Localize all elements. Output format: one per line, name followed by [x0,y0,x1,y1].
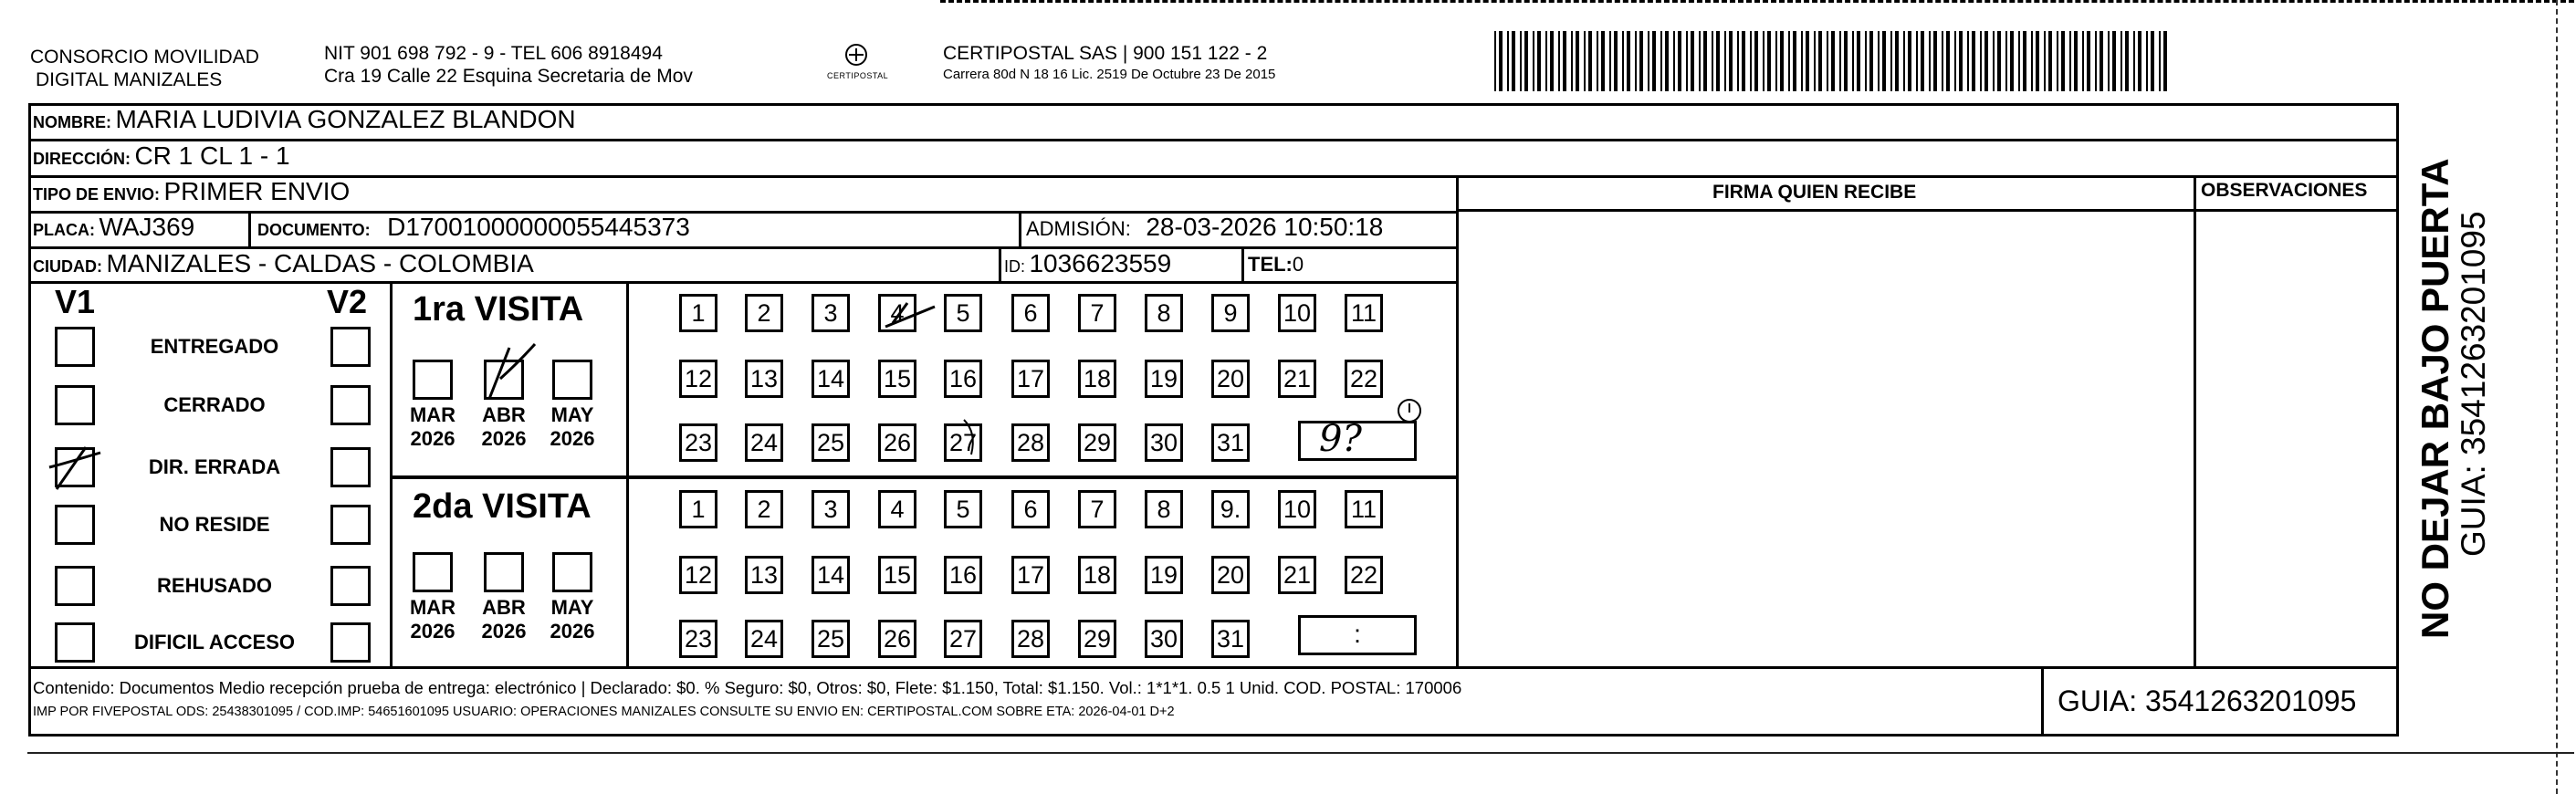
barcode-bar [1563,31,1566,91]
day-checkbox[interactable]: 16 [944,360,982,398]
month-label [475,596,533,643]
barcode-bar [1801,31,1803,91]
consortium-line2: DIGITAL MANIZALES [36,69,223,90]
barcode-bar [1524,31,1528,91]
visit-divider [390,475,1458,479]
barcode-bar [2074,31,2078,91]
section-divider [390,281,393,667]
barcode-bar [1507,31,1509,91]
month-checkbox[interactable] [484,552,524,592]
day-checkbox[interactable]: 7 [1078,294,1116,332]
courier-name: CERTIPOSTAL SAS | 900 151 122 - 2 [943,43,1268,64]
month-name: MAR [409,596,456,619]
observations-header: OBSERVACIONES [2201,180,2368,201]
day-checkbox[interactable]: 24 [745,423,783,462]
barcode-bar [1980,31,1982,91]
barcode-bar [1929,31,1931,91]
barcode-bar [1609,31,1611,91]
day-checkbox[interactable]: 20 [1211,360,1250,398]
imp-line: IMP POR FIVEPOSTAL ODS: 25438301095 / COD.IMP: 54651601095 USUARIO: OPERACIONES MANIZALES CONSULTE SU ENVIO EN: CERTIPOSTAL.COM SOBRE ETA: 2026-04-01 D+2 [33,705,1175,719]
barcode-bar [2023,31,2026,91]
column-divider [1456,175,1459,667]
column-divider [2194,175,2196,667]
barcode-bar [2108,31,2110,91]
visit1-title: 1ra VISITA [413,290,584,329]
day-checkbox[interactable]: 4 [878,294,916,332]
month-label [403,596,462,643]
month-label [475,403,533,451]
month-name: ABR [482,403,526,426]
barcode-bar [1703,31,1707,91]
day-checkbox[interactable]: 28 [1011,620,1050,658]
barcode-bar [1673,31,1675,91]
month-checkbox[interactable] [552,552,592,592]
barcode-bar [1678,31,1681,91]
barcode-bar [2133,31,2135,91]
day-checkbox[interactable]: 8 [1145,294,1183,332]
status-option-label: CERRADO [163,393,266,416]
barcode-bar [1716,31,1720,91]
barcode-bar [1729,31,1733,91]
barcode-bar [2036,31,2039,91]
barcode-bar [1545,31,1547,91]
status-v1-checkbox[interactable] [55,505,95,545]
content-line: Contenido: Documentos Medio recepción prueba de entrega: electrónico | Declarado: $0. % Seguro: $0, Otros: $0, Flete: $1.150, Total: $1.150. Vol.: 1*1*1. 0.5 1 Unid. COD. POSTAL: 170006 [33,678,1462,697]
visit2-time-box[interactable] [1298,615,1417,655]
barcode-bar [1908,31,1911,91]
day-checkbox[interactable]: 13 [745,556,783,594]
day-checkbox[interactable]: 12 [679,360,717,398]
day-checkbox[interactable]: 11 [1345,294,1383,332]
courier-info [943,42,1275,85]
admission-value: 28-03-2026 10:50:18 [1146,213,1384,241]
barcode-bar [2087,31,2090,91]
consortium-name [30,46,259,91]
tel-cell [1248,253,1304,277]
barcode-bar [1627,31,1630,91]
status-option-label: DIR. ERRADA [148,455,281,478]
status-option-label: ENTREGADO [150,335,279,358]
barcode-bar [1869,31,1873,91]
admission-label: ADMISIÓN: [1026,217,1131,240]
barcode-bar [2082,31,2084,91]
address-label: DIRECCIÓN: [33,150,131,168]
day-checkbox[interactable]: 14 [812,360,850,398]
day-checkbox[interactable]: 22 [1345,360,1383,398]
day-checkbox[interactable]: 18 [1078,556,1116,594]
month-year: 2026 [481,427,527,450]
day-checkbox[interactable]: 17 [1011,360,1050,398]
day-checkbox[interactable]: 3 [812,490,850,528]
barcode-bar [1972,31,1975,91]
barcode-bar [1831,31,1835,91]
barcode-bar [1635,31,1637,91]
status-v2-checkbox[interactable] [330,566,371,606]
barcode-bar [1780,31,1784,91]
month-label [543,596,602,643]
logo-text: CERTIPOSTAL [827,71,889,80]
plate-value: WAJ369 [99,213,195,241]
consortium-line1: CONSORCIO MOVILIDAD [30,47,259,68]
month-label [543,403,602,451]
barcode-bar [1537,31,1541,91]
tel-value: 0 [1292,253,1304,276]
day-checkbox[interactable]: 30 [1145,620,1183,658]
plate-label: PLACA: [33,221,95,239]
day-checkbox[interactable]: 19 [1145,360,1183,398]
status-option-label: REHUSADO [157,574,272,597]
status-v1-checkbox[interactable] [55,622,95,663]
month-year: 2026 [410,620,456,643]
barcode-bar [1827,31,1828,91]
month-year: 2026 [550,427,595,450]
barcode-bar [1839,31,1841,91]
barcode-bar [1652,31,1656,91]
barcode-bar [2125,31,2129,91]
city-label: CIUDAD: [33,257,102,276]
visit1-time-box[interactable] [1298,418,1417,461]
barcode-bar [1558,31,1560,91]
day-checkbox[interactable]: 15 [878,556,916,594]
cell-divider [999,246,1001,283]
address-row [33,141,290,171]
barcode-bar [2048,31,2052,91]
barcode-bar [1660,31,1662,91]
month-checkbox[interactable] [552,360,592,400]
barcode-bar [1686,31,1688,91]
barcode-bar [1967,31,1969,91]
logo-mark-icon [829,40,884,91]
certipostal-logo [827,40,889,95]
barcode-icon [1494,31,2172,91]
barcode-bar [1788,31,1790,91]
month-checkbox[interactable] [413,552,453,592]
visit1-time-mark-icon [1394,394,1425,427]
column-divider [2396,103,2399,737]
name-label: NOMBRE: [33,113,111,131]
barcode-bar [2151,31,2154,91]
barcode-bar [1533,31,1534,91]
row-divider [28,175,2399,178]
barcode-bar [2031,31,2033,91]
cut-line [940,0,2574,3]
barcode-bar [2010,31,2014,91]
barcode-bar [1601,31,1605,91]
month-name: MAY [550,403,594,426]
barcode-bar [1793,31,1796,91]
day-checkbox[interactable]: 9 [1211,294,1250,332]
status-option-label: NO RESIDE [159,513,270,536]
visit1-day4-mark-icon [880,296,953,332]
day-checkbox[interactable]: 28 [1011,423,1050,462]
barcode-bar [1724,31,1726,91]
cut-line [27,752,2574,754]
barcode-bar [1588,31,1592,91]
status-v2-checkbox[interactable] [330,447,371,487]
tel-label: TEL: [1248,253,1293,276]
day-checkbox[interactable]: 1 [679,490,717,528]
barcode-bar [1878,31,1880,91]
day-checkbox[interactable]: 18 [1078,360,1116,398]
issuer-address: Cra 19 Calle 22 Esquina Secretaria de Mov [324,66,693,87]
barcode-bar [1576,31,1579,91]
day-checkbox[interactable]: 7 [1078,490,1116,528]
barcode-bar [1882,31,1886,91]
barcode-bar [1895,31,1899,91]
barcode-bar [1946,31,1950,91]
barcode-bar [1852,31,1854,91]
barcode-bar [1614,31,1618,91]
status-v2-checkbox[interactable] [330,622,371,663]
month-name: ABR [482,596,526,619]
day-checkbox[interactable]: 2 [745,294,783,332]
day-checkbox[interactable]: 30 [1145,423,1183,462]
visit2-title: 2da VISITA [413,487,592,526]
barcode-bar [1754,31,1758,91]
city-cell [33,249,534,278]
document-value: D17001000000055445373 [387,213,690,241]
barcode-bar [2018,31,2020,91]
barcode-bar [2159,31,2161,91]
id-label: ID: [1004,257,1026,276]
barcode-bar [1699,31,1701,91]
v1-header: V1 [55,283,96,320]
status-v1-checkbox[interactable] [55,327,95,367]
day-checkbox[interactable]: 23 [679,620,717,658]
month-checkbox[interactable] [413,360,453,400]
day-checkbox[interactable]: 25 [812,423,850,462]
barcode-bar [1775,31,1777,91]
month-year: 2026 [410,427,456,450]
day-checkbox[interactable]: 21 [1278,556,1316,594]
day-checkbox[interactable]: 4 [878,490,916,528]
status-v1-checkbox[interactable] [55,385,95,425]
row-divider [28,139,2399,141]
month-year: 2026 [550,620,595,643]
barcode-bar [1916,31,1918,91]
barcode-bar [1571,31,1573,91]
day-checkbox[interactable]: 3 [812,294,850,332]
day-checkbox[interactable]: 24 [745,620,783,658]
barcode-bar [1622,31,1624,91]
barcode-bar [1550,31,1554,91]
barcode-bar [2057,31,2058,91]
month-year: 2026 [481,620,527,643]
barcode-bar [2163,31,2167,91]
day-checkbox[interactable]: 31 [1211,620,1250,658]
day-checkbox[interactable]: 15 [878,360,916,398]
barcode-bar [2005,31,2007,91]
barcode-bar [1890,31,1892,91]
day-checkbox[interactable]: 20 [1211,556,1250,594]
day-checkbox[interactable]: 26 [878,620,916,658]
barcode-bar [1933,31,1937,91]
day-checkbox[interactable]: 21 [1278,360,1316,398]
day-checkbox[interactable]: 23 [679,423,717,462]
day-checkbox[interactable]: 29 [1078,423,1116,462]
day-checkbox[interactable]: 8 [1145,490,1183,528]
barcode-bar [1584,31,1586,91]
day-checkbox[interactable]: 5 [944,294,982,332]
barcode-bar [1997,31,2001,91]
day-checkbox[interactable]: 9. [1211,490,1250,528]
v2-header: V2 [327,283,368,320]
courier-address: Carrera 80d N 18 16 Lic. 2519 De Octubre 23 De 2015 [943,67,1276,82]
day-checkbox[interactable]: 1 [679,294,717,332]
barcode-bar [2112,31,2116,91]
barcode-bar [1742,31,1745,91]
barcode-bar [2044,31,2046,91]
shipping-type-row [33,177,350,206]
visit1-abr-mark-icon [482,339,537,402]
barcode-bar [1903,31,1905,91]
barcode-bar [1737,31,1739,91]
barcode-bar [1665,31,1669,91]
admission-cell [1026,213,1383,242]
barcode-bar [2069,31,2071,91]
document-label: DOCUMENTO: [257,221,371,239]
status-v2-checkbox[interactable] [330,385,371,425]
id-value: 1036623559 [1029,249,1172,277]
barcode-bar [1814,31,1816,91]
status-option-label: DIFICIL ACCESO [133,631,295,653]
barcode-bar [1520,31,1522,91]
barcode-bar [1857,31,1860,91]
shipping-type: PRIMER ENVIO [163,177,351,205]
barcode-bar [1767,31,1771,91]
barcode-bar [1597,31,1598,91]
cell-divider [248,211,251,247]
cell-divider [2041,667,2044,737]
visit1-day27-mark-icon [958,414,986,460]
barcode-bar [1750,31,1752,91]
id-cell [1004,249,1171,278]
barcode-bar [2120,31,2122,91]
name-row [33,105,576,134]
signature-header: FIRMA QUIEN RECIBE [1712,182,1917,203]
barcode-bar [1818,31,1822,91]
visit1-time-handwritten: 9? [1319,418,1362,460]
day-checkbox[interactable]: 6 [1011,490,1050,528]
recipient-address: CR 1 CL 1 - 1 [134,141,290,170]
no-dejar-warning: NO DEJAR BAJO PUERTA [2414,158,2456,639]
status-v2-checkbox[interactable] [330,505,371,545]
day-checkbox[interactable]: 22 [1345,556,1383,594]
day-checkbox[interactable]: 31 [1211,423,1250,462]
barcode-bar [2100,31,2103,91]
day-checkbox[interactable]: 10 [1278,294,1316,332]
footer-guide: GUIA: 3541263201095 [2058,684,2357,717]
barcode-bar [1942,31,1943,91]
status-v2-checkbox[interactable] [330,327,371,367]
cut-line [2556,0,2558,794]
barcode-bar [2095,31,2097,91]
cell-divider [1019,211,1021,247]
barcode-bar [1639,31,1643,91]
visit2-time-separator: : [1354,620,1361,648]
dir-errada-v1-mark-icon [46,442,110,493]
barcode-bar [1921,31,1924,91]
document-cell [257,213,690,242]
barcode-bar [2061,31,2065,91]
row-divider [1458,209,2399,212]
barcode-bar [1844,31,1848,91]
issuer-nit: NIT 901 698 792 - 9 - TEL 606 8918494 [324,43,663,64]
day-checkbox[interactable]: 13 [745,360,783,398]
shipping-type-label: TIPO DE ENVIO: [33,185,161,204]
day-checkbox[interactable]: 12 [679,556,717,594]
cell-divider [1241,246,1244,283]
recipient-name: MARIA LUDIVIA GONZALEZ BLANDON [115,105,576,133]
barcode-bar [1959,31,1963,91]
side-guide: GUIA: 3541263201095 [2455,211,2492,557]
barcode-bar [1954,31,1956,91]
barcode-bar [2138,31,2141,91]
day-checkbox[interactable]: 19 [1145,556,1183,594]
issuer-info [324,42,693,88]
barcode-bar [2146,31,2148,91]
month-name: MAY [550,596,594,619]
day-checkbox[interactable]: 11 [1345,490,1383,528]
day-checkbox[interactable]: 10 [1278,490,1316,528]
day-checkbox[interactable]: 27 [944,620,982,658]
day-checkbox[interactable]: 17 [1011,556,1050,594]
day-checkbox[interactable]: 5 [944,490,982,528]
barcode-bar [1512,31,1515,91]
barcode-bar [1648,31,1649,91]
barcode-bar [1494,31,1496,91]
day-checkbox[interactable]: 14 [812,556,850,594]
barcode-bar [1984,31,1988,91]
barcode-bar [1712,31,1713,91]
day-checkbox[interactable]: 26 [878,423,916,462]
barcode-bar [1993,31,1995,91]
month-name: MAR [409,403,456,426]
day-checkbox[interactable]: 25 [812,620,850,658]
section-divider [626,281,629,667]
day-checkbox[interactable]: 29 [1078,620,1116,658]
barcode [1494,31,2172,91]
status-v1-checkbox[interactable] [55,566,95,606]
barcode-bar [1499,31,1503,91]
day-checkbox[interactable]: 6 [1011,294,1050,332]
plate-cell [33,213,194,242]
barcode-bar [1865,31,1867,91]
barcode-bar [1806,31,1809,91]
barcode-bar [1691,31,1694,91]
day-checkbox[interactable]: 2 [745,490,783,528]
barcode-bar [1763,31,1764,91]
day-checkbox[interactable]: 27 [944,423,982,462]
day-checkbox[interactable]: 16 [944,556,982,594]
month-label [403,403,462,451]
city-value: MANIZALES - CALDAS - COLOMBIA [106,249,534,277]
